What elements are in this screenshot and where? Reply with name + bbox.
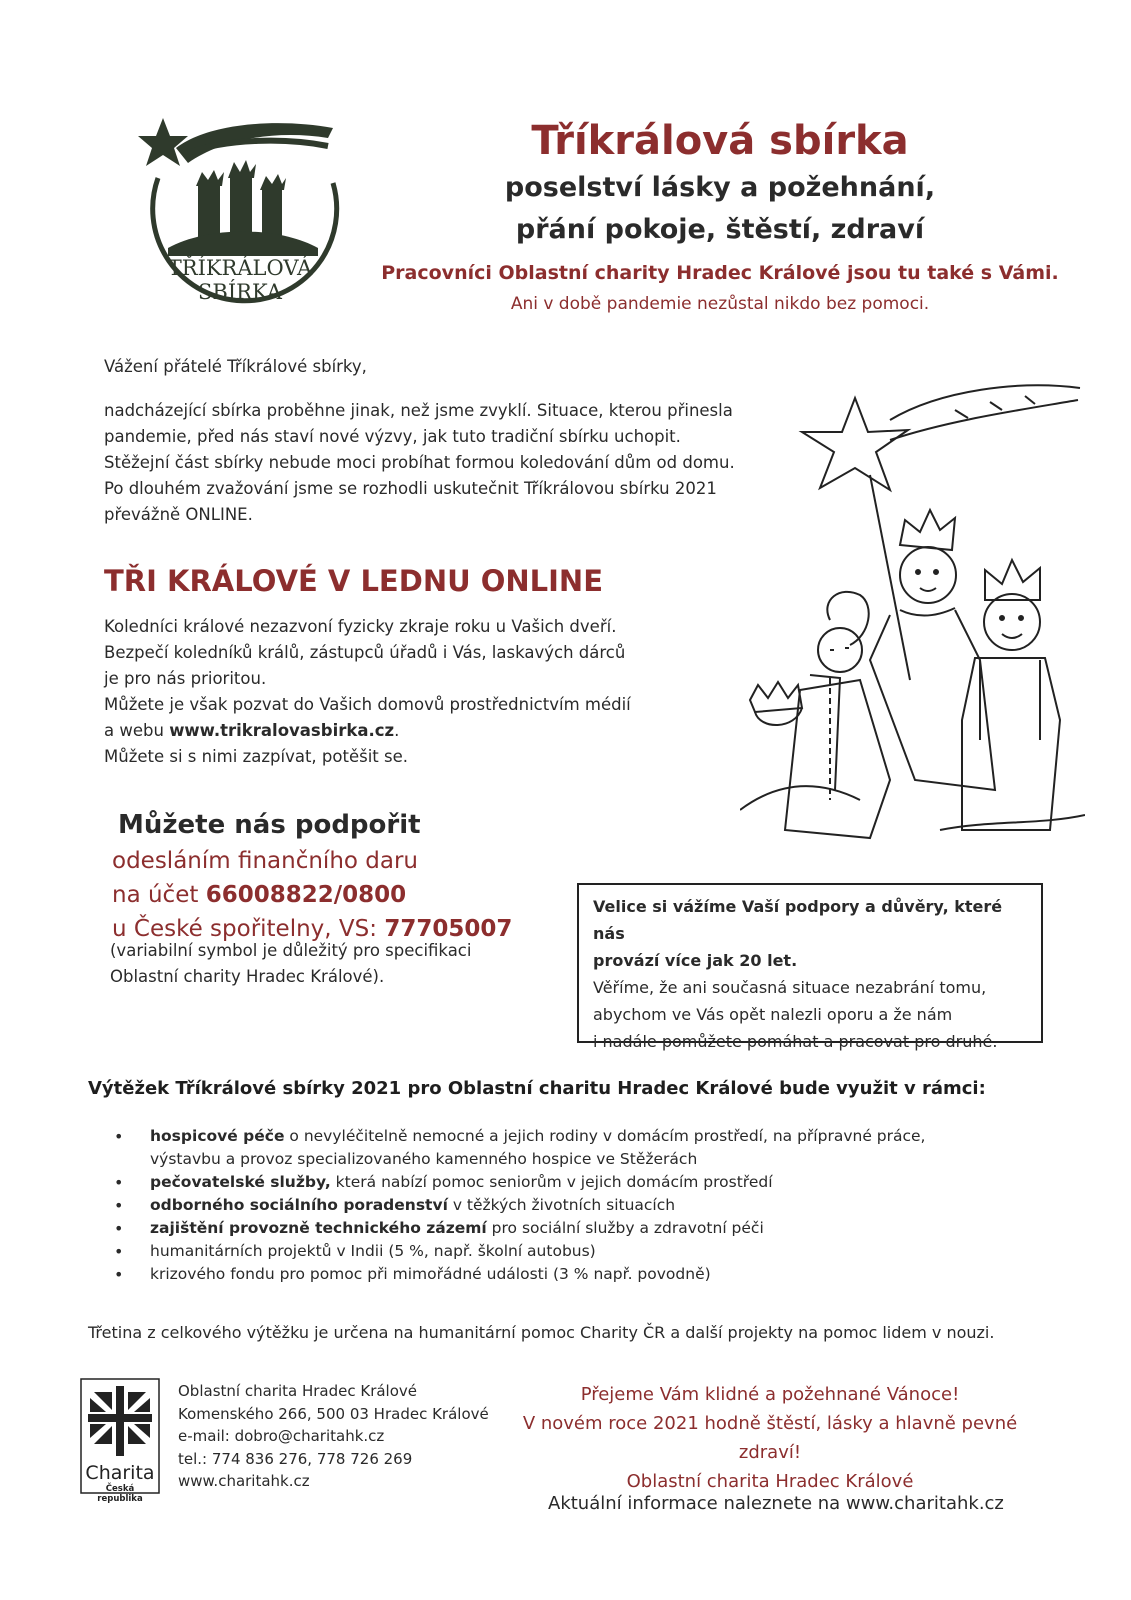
kings-illustration-icon (740, 360, 1085, 860)
thanks-line5: i nadále pomůžete pomáhat a pracovat pro druhé. (593, 1032, 998, 1051)
page-title: Tříkrálová sbírka (531, 118, 909, 164)
support-heading: Můžete nás podpořit (118, 810, 421, 840)
list-item (110, 1194, 990, 1217)
list-item (110, 1263, 990, 1286)
online-line: je pro nás prioritou. (104, 669, 267, 688)
logo-text-line1: TŘÍKRÁLOVÁ (167, 256, 313, 280)
subtitle-line2: přání pokoje, štěstí, zdraví (515, 214, 925, 245)
item-bold: odborného sociálního poradenství (150, 1196, 448, 1214)
online-heading: TŘI KRÁLOVÉ V LEDNU ONLINE (104, 564, 604, 598)
online-line5-suffix: . (394, 721, 400, 740)
contact-email[interactable]: e-mail: dobro@charitahk.cz (178, 1427, 385, 1445)
item-bold: hospicové péče (150, 1127, 285, 1145)
thanks-line1: Velice si vážíme Vaší podpory a důvěry, které nás (593, 897, 1003, 943)
vs-prefix: u České spořitelny, VS: (112, 916, 385, 942)
intro-line: převážně ONLINE. (104, 505, 253, 524)
list-item (110, 1171, 990, 1194)
pandemic-line: Ani v době pandemie nezůstal nikdo bez pomoci. (510, 294, 930, 314)
support-details (112, 844, 512, 946)
contact-address: Komenského 266, 500 03 Hradec Králové (178, 1404, 489, 1423)
contact-block (178, 1380, 489, 1493)
item-text: pro sociální služby a zdravotní péči (486, 1219, 764, 1237)
item-bold: pečovatelské služby, (150, 1173, 331, 1191)
intro-line: pandemie, před nás staví nové výzvy, jak tuto tradiční sbírku uchopit. (104, 427, 681, 446)
thanks-box (577, 883, 1043, 1051)
list-item (110, 1125, 990, 1171)
item-text: krizového fondu pro pomoc při mimořádné události (3 % např. povodně) (150, 1265, 711, 1283)
thanks-line3: Věříme, že ani současná situace nezabrání tomu, (593, 978, 987, 997)
wishes-line2: V novém roce 2021 hodně štěstí, lásky a hlavně pevné zdraví! (522, 1413, 1018, 1463)
wishes-line3: Oblastní charita Hradec Králové (626, 1471, 914, 1492)
item-text: o nevyléčitelně nemocné a jejich rodiny v domácím prostředí, na přípravné práce, (284, 1127, 926, 1145)
online-line: Můžete je však pozvat do Vašich domovů prostřednictvím médií (104, 695, 631, 714)
intro-paragraph (104, 398, 804, 528)
intro-line: Po dlouhém zvažování jsme se rozhodli uskutečnit Tříkrálovou sbírku 2021 (104, 479, 717, 498)
item-text: v těžkých životních situacích (447, 1196, 676, 1214)
support-line1: odesláním finančního daru (112, 848, 419, 874)
item-text: humanitárních projektů v Indii (5 %, např. školní autobus) (150, 1242, 596, 1260)
wishes-line1: Přejeme Vám klidné a požehnané Vánoce! (580, 1384, 960, 1405)
intro-line: nadcházející sbírka proběhne jinak, než jsme zvyklí. Situace, kterou přinesla (104, 401, 733, 420)
workers-line: Pracovníci Oblastní charity Hradec Králové jsou tu také s Vámi. (381, 262, 1059, 284)
online-line (104, 718, 724, 744)
actual-info: Aktuální informace naleznete na www.charitahk.cz (548, 1493, 1004, 1514)
item-text-continued: výstavbu a provoz specializovaného kamenného hospice ve Stěžerách (150, 1150, 698, 1168)
account-number: 66008822/0800 (205, 882, 407, 908)
subtitle-line1: poselství lásky a požehnání, (504, 172, 936, 203)
charita-logo-word: Charita (85, 1462, 155, 1484)
online-line: Bezpečí koledníků králů, zástupců úřadů i Vás, laskavých dárců (104, 643, 626, 662)
thanks-line2: provází více jak 20 let. (593, 951, 798, 970)
intro-line: Stěžejní část sbírky nebude moci probíhat formou koledování dům od domu. (104, 453, 735, 472)
list-item (110, 1240, 990, 1263)
support-line2 (112, 878, 512, 912)
logo-text-line2: SBÍRKA (198, 280, 282, 304)
support-note-line2: Oblastní charity Hradec Králové). (110, 967, 385, 986)
charita-logo-sub: Česká republika (97, 1484, 143, 1504)
wishes-block (490, 1380, 1050, 1496)
online-line: Můžete si s nimi zazpívat, potěšit se. (104, 747, 408, 766)
trikralova-web-link[interactable]: www.trikralovasbirka.cz (169, 721, 395, 740)
usage-heading: Výtěžek Tříkrálové sbírky 2021 pro Oblastní charitu Hradec Králové bude využit v rámci: (88, 1078, 986, 1099)
contact-web-link[interactable]: www.charitahk.cz (178, 1472, 310, 1490)
usage-list (110, 1125, 990, 1286)
online-line5-prefix: a webu (104, 721, 170, 740)
item-bold: zajištění provozně technického zázemí (150, 1219, 487, 1237)
third-note: Třetina z celkového výtěžku je určena na humanitární pomoc Charity ČR a další projekty na pomoc lidem v nouzi. (88, 1323, 995, 1342)
support-note-line1: (variabilní symbol je důležitý pro specifikaci (110, 941, 472, 960)
item-text: která nabízí pomoc seniorům v jejich domácím prostředí (330, 1173, 773, 1191)
online-paragraph (104, 614, 724, 770)
variable-symbol: 77705007 (384, 916, 513, 942)
list-item (110, 1217, 990, 1240)
online-line: Koledníci králové nezazvoní fyzicky zkraje roku u Vašich dveří. (104, 617, 617, 636)
contact-phone: tel.: 774 836 276, 778 726 269 (178, 1449, 413, 1468)
contact-org: Oblastní charita Hradec Králové (178, 1382, 417, 1400)
support-note (110, 938, 471, 990)
thanks-line4: abychom ve Vás opět nalezli oporu a že nám (593, 1005, 953, 1024)
account-prefix: na účet (112, 882, 206, 908)
greeting: Vážení přátelé Tříkrálové sbírky, (104, 357, 367, 376)
